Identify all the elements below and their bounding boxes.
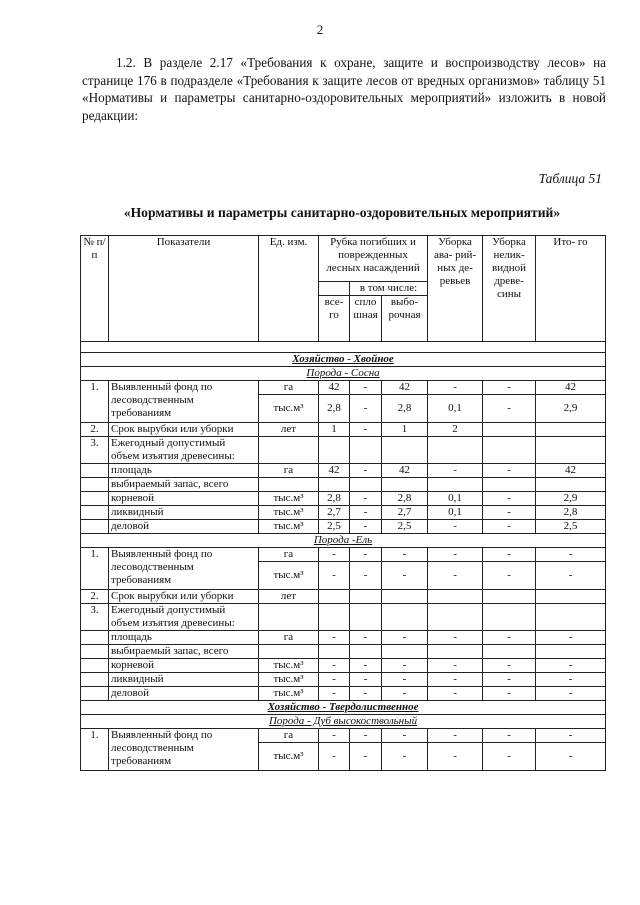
unit-cell: га [259,548,319,562]
value-cell: 0,1 [428,506,483,520]
value-cell: - [350,743,382,771]
value-cell: - [319,562,350,590]
value-cell: - [319,729,350,743]
value-cell: - [536,562,606,590]
value-cell: - [483,743,536,771]
row-label: Срок вырубки или уборки [109,590,259,604]
unit-cell: тыс.м³ [259,687,319,701]
value-cell: - [319,687,350,701]
unit-cell: га [259,464,319,478]
value-cell: 42 [319,381,350,395]
row-label: выбираемый запас, всего [109,645,259,659]
intro-paragraph: 1.2. В разделе 2.17 «Требования к охране, защите и воспроизводству лесов» на странице 176 в подразделе «Требования к защите лесов от вредных организмов» таблицу 51 «Нормативы и параметры санитарно-оздоровительных мероприятий» изложить в новой редакции: [82,55,606,123]
value-cell: - [428,381,483,395]
value-cell: 2,7 [382,506,428,520]
value-cell: - [483,492,536,506]
value-cell: - [382,548,428,562]
header-unit: Ед. изм. [259,236,319,342]
row-label: выбираемый запас, всего [109,478,259,492]
value-cell: - [350,659,382,673]
unit-cell: га [259,381,319,395]
value-cell: - [428,520,483,534]
value-cell: - [350,492,382,506]
unit-cell: тыс.м³ [259,395,319,423]
row-label: Выявленный фонд по лесоводственным требованиям [109,548,259,590]
value-cell: - [350,729,382,743]
value-cell: - [536,687,606,701]
value-cell: 1 [382,423,428,437]
value-cell: - [350,381,382,395]
value-cell: - [428,687,483,701]
header-num: № п/п [81,236,109,342]
value-cell: - [428,743,483,771]
value-cell: - [382,673,428,687]
header-selective: выбо- рочная [382,296,428,342]
row-label: ликвидный [109,673,259,687]
value-cell: - [319,673,350,687]
value-cell: - [536,743,606,771]
row-label: Ежегодный допустимый объем изъятия древесины: [109,604,259,631]
norms-table [80,235,606,771]
value-cell: 0,1 [428,492,483,506]
unit-cell: га [259,631,319,645]
row-num: 3. [81,437,109,464]
value-cell: - [483,548,536,562]
value-cell: 2,8 [319,395,350,423]
unit-cell: лет [259,590,319,604]
value-cell: - [428,562,483,590]
page-number: 2 [316,22,324,37]
table-caption: Таблица 51 [538,171,602,186]
value-cell: - [350,520,382,534]
row-num: 3. [81,604,109,631]
value-cell: - [483,395,536,423]
value-cell: - [350,548,382,562]
value-cell: - [483,562,536,590]
unit-cell: тыс.м³ [259,492,319,506]
value-cell: - [382,743,428,771]
row-label: Выявленный фонд по лесоводственным требованиям [109,729,259,771]
row-label: Выявленный фонд по лесоводственным требованиям [109,381,259,423]
row-label: деловой [109,687,259,701]
value-cell: - [350,673,382,687]
value-cell: - [428,659,483,673]
row-num: 2. [81,590,109,604]
unit-cell: тыс.м³ [259,506,319,520]
species-spruce: Порода -Ель [81,534,606,548]
unit-cell: тыс.м³ [259,673,319,687]
value-cell: - [428,548,483,562]
row-num: 2. [81,423,109,437]
value-cell: 42 [536,464,606,478]
value-cell: - [382,631,428,645]
row-num: 1. [81,548,109,590]
section-conifer: Хозяйство - Хвойное [81,353,606,367]
header-felling: Рубка погибших и поврежденных лесных насаждений [319,236,428,282]
value-cell: - [350,506,382,520]
value-cell: - [483,729,536,743]
value-cell: 2 [428,423,483,437]
row-num: 1. [81,729,109,771]
value-cell: 2,8 [319,492,350,506]
value-cell: - [428,464,483,478]
species-pine: Порода - Сосна [81,367,606,381]
value-cell: - [483,520,536,534]
value-cell: - [428,631,483,645]
value-cell: - [350,423,382,437]
row-label: площадь [109,464,259,478]
unit-cell: тыс.м³ [259,520,319,534]
value-cell: 2,5 [536,520,606,534]
row-label: ликвидный [109,506,259,520]
unit-cell: тыс.м³ [259,562,319,590]
value-cell: - [428,673,483,687]
value-cell: - [483,464,536,478]
value-cell: - [350,562,382,590]
unit-cell: лет [259,423,319,437]
value-cell: - [428,729,483,743]
value-cell: - [319,659,350,673]
value-cell: 1 [319,423,350,437]
value-cell: - [483,673,536,687]
value-cell: 42 [382,381,428,395]
header-emergency: Уборка ава- рий- ных де- ревьев [428,236,483,342]
header-clear: спло шная [350,296,382,342]
value-cell: - [536,729,606,743]
value-cell: - [382,562,428,590]
value-cell: 42 [382,464,428,478]
value-cell: - [483,659,536,673]
species-oak: Порода - Дуб высокоствольный [81,715,606,729]
row-label: корневой [109,659,259,673]
value-cell: - [382,659,428,673]
table-title: «Нормативы и параметры санитарно-оздоровительных мероприятий» [123,205,561,220]
value-cell: - [483,506,536,520]
value-cell: 2,8 [536,506,606,520]
row-num: 1. [81,381,109,423]
unit-cell: га [259,729,319,743]
value-cell: 2,8 [382,395,428,423]
value-cell: 2,5 [382,520,428,534]
value-cell: - [350,464,382,478]
value-cell: 2,7 [319,506,350,520]
value-cell: - [536,673,606,687]
value-cell: - [483,631,536,645]
value-cell: - [382,729,428,743]
value-cell: - [483,381,536,395]
header-all: все-го [319,296,350,342]
value-cell: 0,1 [428,395,483,423]
row-label: Срок вырубки или уборки [109,423,259,437]
value-cell: 2,5 [319,520,350,534]
value-cell: 2,9 [536,395,606,423]
value-cell: - [382,687,428,701]
value-cell: - [350,631,382,645]
header-illiquid: Уборка нелик- видной древе- сины [483,236,536,342]
header-incl: в том числе: [350,282,428,296]
row-label: площадь [109,631,259,645]
section-hardwood: Хозяйство - Твердолиственное [81,701,606,715]
value-cell: - [536,631,606,645]
value-cell: - [350,687,382,701]
value-cell: 42 [536,381,606,395]
value-cell: - [319,743,350,771]
value-cell: - [536,659,606,673]
row-label: деловой [109,520,259,534]
value-cell: - [536,548,606,562]
header-total: Ито- го [536,236,606,342]
row-label: Ежегодный допустимый объем изъятия древесины: [109,437,259,464]
value-cell: 2,8 [382,492,428,506]
value-cell: - [350,395,382,423]
value-cell: - [319,631,350,645]
value-cell: - [483,687,536,701]
row-label: корневой [109,492,259,506]
value-cell: 42 [319,464,350,478]
value-cell: - [319,548,350,562]
unit-cell: тыс.м³ [259,743,319,771]
header-indicator: Показатели [109,236,259,342]
unit-cell: тыс.м³ [259,659,319,673]
value-cell: 2,9 [536,492,606,506]
